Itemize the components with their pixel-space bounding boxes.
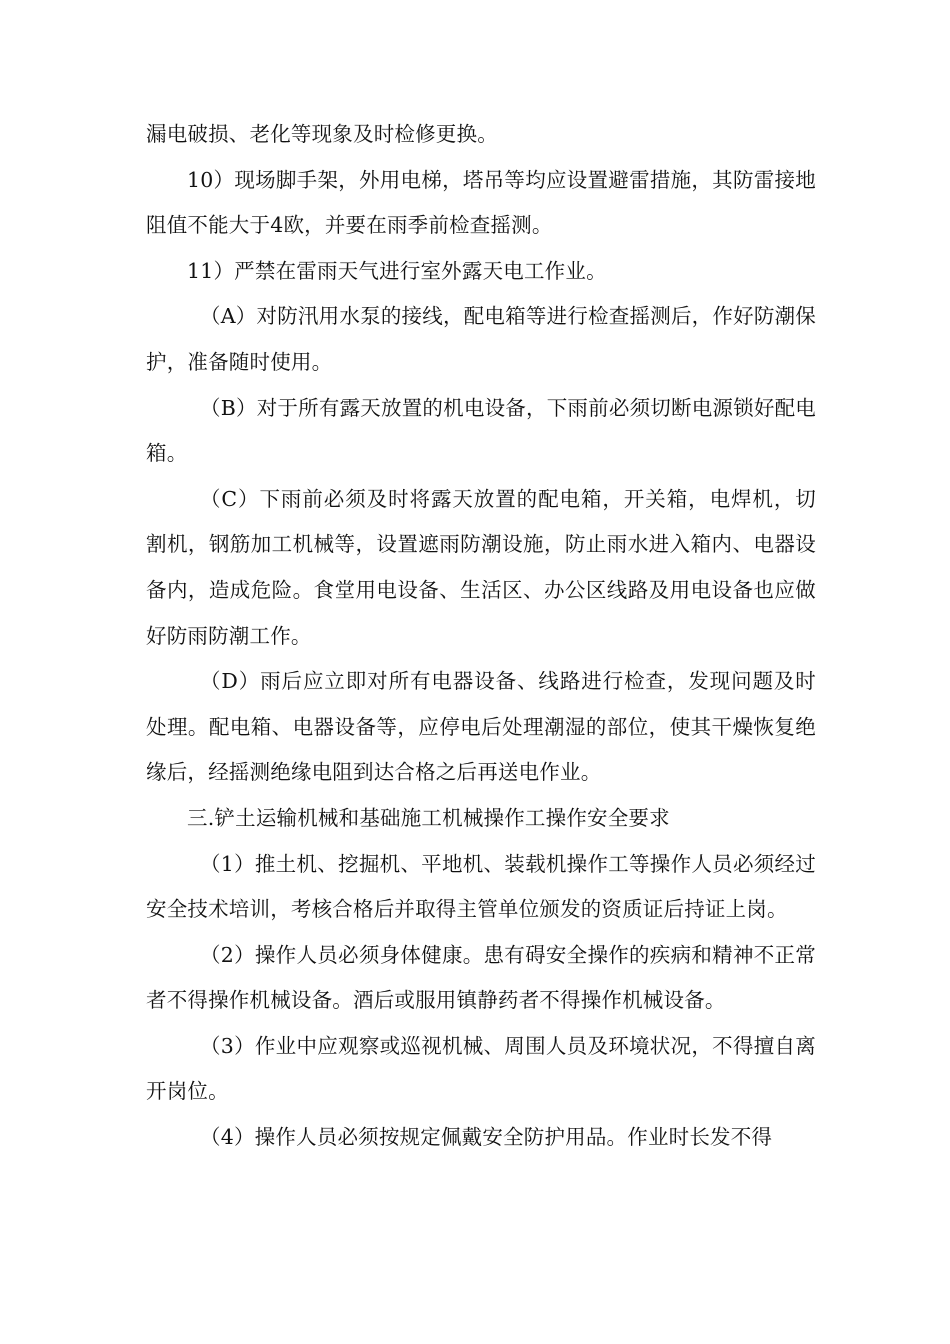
paragraph-item-10: 10）现场脚手架，外用电梯，塔吊等均应设置避雷措施，其防雷接地阻值不能大于4欧，并要在雨季前检查摇测。 <box>146 167 816 238</box>
paragraph-item-1: （1）推土机、挖掘机、平地机、装载机操作工等操作人员必须经过安全技术培训，考核合格后并取得主管单位颁发的资质证后持证上岗。 <box>146 851 816 922</box>
paragraph-continuation: 漏电破损、老化等现象及时检修更换。 <box>146 122 498 146</box>
paragraph-item-2: （2）操作人员必须身体健康。患有碍安全操作的疾病和精神不正常者不得操作机械设备。酒后或服用镇静药者不得操作机械设备。 <box>146 942 816 1013</box>
paragraph-item-4: （4）操作人员必须按规定佩戴安全防护用品。作业时长发不得 <box>200 1125 773 1150</box>
paragraph-item-3: （3）作业中应观察或巡视机械、周围人员及环境状况，不得擅自离开岗位。 <box>146 1033 816 1104</box>
paragraph-item-b: （B）对于所有露天放置的机电设备，下雨前必须切断电源锁好配电箱。 <box>146 395 816 466</box>
paragraph-item-c: （C）下雨前必须及时将露天放置的配电箱，开关箱，电焊机，切割机，钢筋加工机械等，设置遮雨防潮设施，防止雨水进入箱内、电器设备内，造成危险。食堂用电设备、生活区、办公区线路及用电设备也应做好防雨防潮工作。 <box>146 486 816 648</box>
document-body <box>146 112 816 1161</box>
paragraph-item-d: （D）雨后应立即对所有电器设备、线路进行检查，发现问题及时处理。配电箱、电器设备等，应停电后处理潮湿的部位，使其干燥恢复绝缘后，经摇测绝缘电阻到达合格之后再送电作业。 <box>146 669 816 785</box>
paragraph-item-11: 11）严禁在雷雨天气进行室外露天电工作业。 <box>187 258 607 283</box>
section-heading: 三.铲土运输机械和基础施工机械操作工操作安全要求 <box>187 805 670 830</box>
paragraph-item-a: （A）对防汛用水泵的接线，配电箱等进行检查摇测后，作好防潮保护，准备随时使用。 <box>146 304 816 374</box>
